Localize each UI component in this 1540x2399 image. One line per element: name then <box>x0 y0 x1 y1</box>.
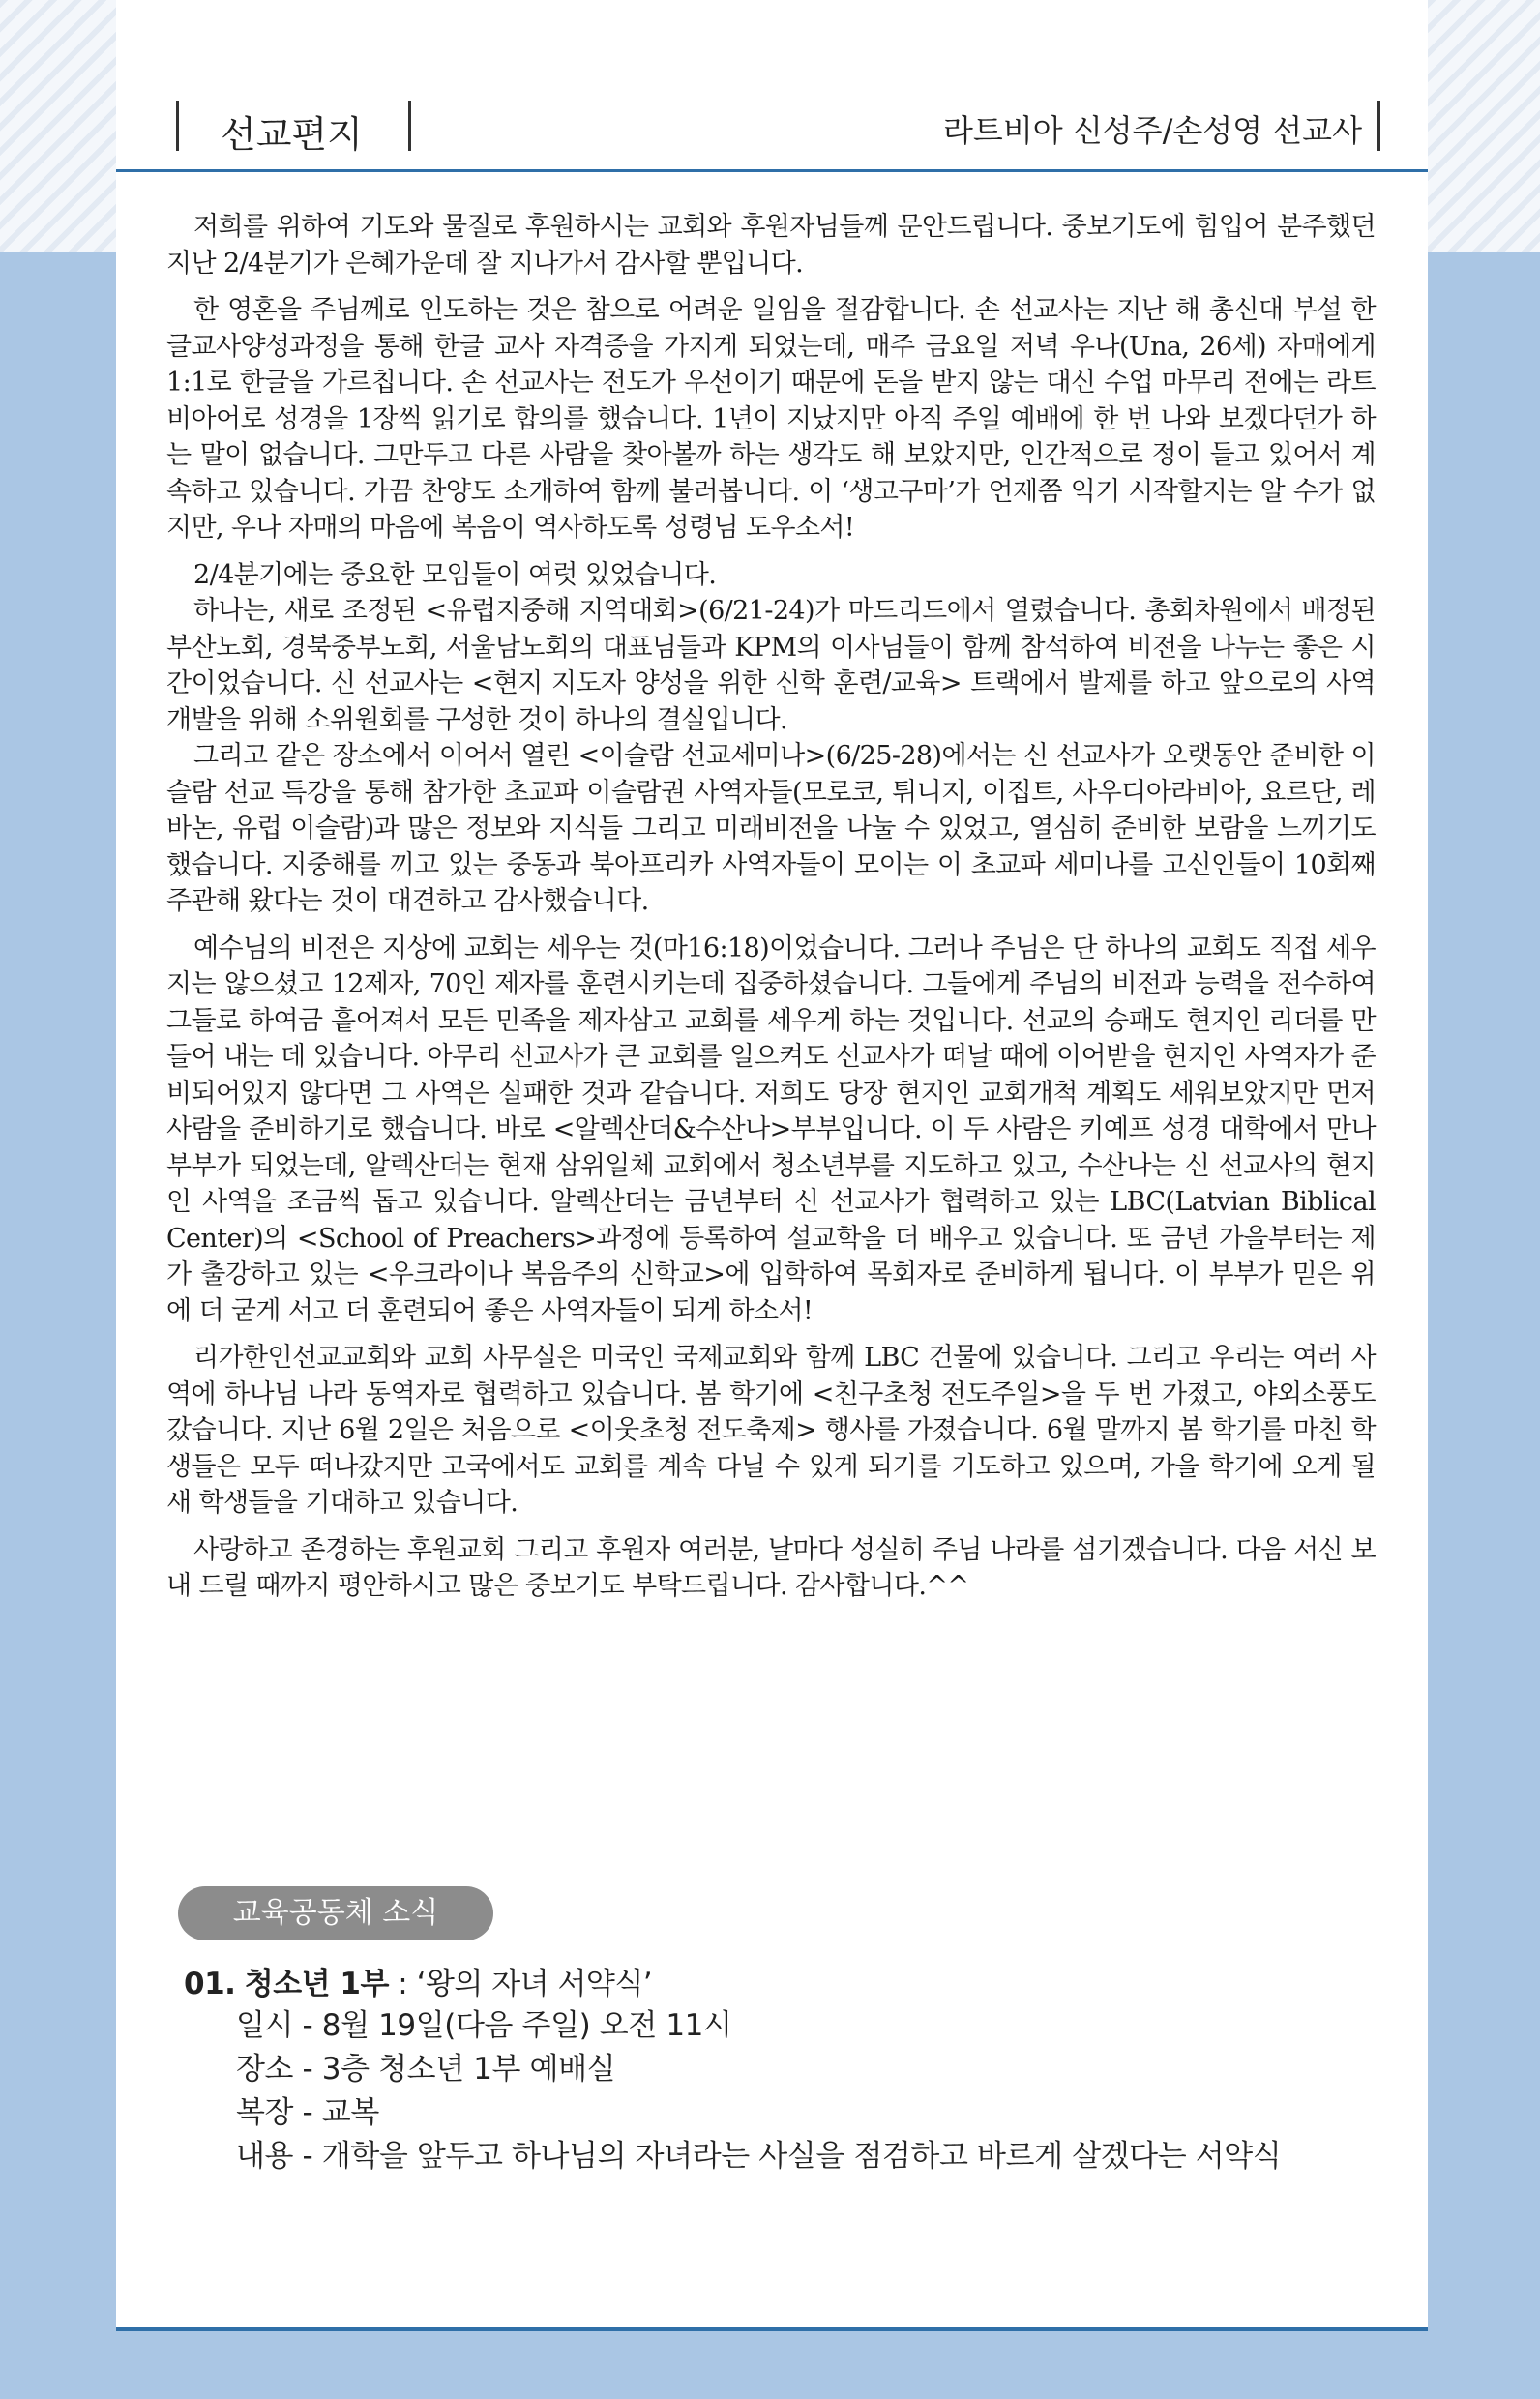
news-detail-content: 내용 - 개학을 앞두고 하나님의 자녀라는 사실을 점검하고 바르게 살겠다는 서약식 <box>236 2139 1282 2174</box>
news-detail-date: 일시 - 8월 19일(다음 주일) 오전 11시 <box>236 2008 732 2043</box>
education-news-badge: 교육공동체 소식 <box>178 1886 493 1940</box>
page-header <box>116 97 1428 164</box>
header-divider-middle <box>408 101 411 151</box>
letter-paragraph: 하나는, 새로 조정된 <유럽지중해 지역대회>(6/21-24)가 마드리드에서 열렸습니다. 총회차원에서 배정된 부산노회, 경북중부노회, 서울남노회의 대표님들과 KPM의 이사님들이 함께 참석하여 비전을 나누는 좋은 시간이었습니다. 신 선교사는 <현지 지도자 양성을 위한 신학 훈련/교육> 트랙에서 발제를 하고 앞으로의 사역 개발을 위해 소위원회를 구성한 것이 하나의 결실입니다. <box>166 596 1376 735</box>
education-news <box>184 1964 1393 2178</box>
letter-paragraph: 저희를 위하여 기도와 물질로 후원하시는 교회와 후원자님들께 문안드립니다. 중보기도에 힘입어 분주했던 지난 2/4분기가 은혜가운데 잘 지나가서 감사할 뿐입니다. <box>166 212 1376 279</box>
newsletter-page <box>116 0 1428 2331</box>
footer-rule <box>116 2327 1428 2331</box>
news-item-heading <box>184 1964 1393 2004</box>
letter-paragraph: 한 영혼을 주님께로 인도하는 것은 참으로 어려운 일임을 절감합니다. 손 선교사는 지난 해 총신대 부설 한글교사양성과정을 통해 한글 교사 자격증을 가지게 되었는데, 매주 금요일 저녁 우나(Una, 26세) 자매에게 1:1로 한글을 가르칩니다. 손 선교사는 전도가 우선이기 때문에 돈을 받지 않는 대신 수업 마무리 전에는 라트비아어로 성경을 1장씩 읽기로 합의를 했습니다. 1년이 지났지만 아직 주일 예배에 한 번 나와 보겠다던가 하는 말이 없습니다. 그만두고 다른 사람을 찾아볼까 하는 생각도 해 보았지만, 인간적으로 정이 들고 있어서 계속하고 있습니다. 가끔 찬양도 소개하여 함께 불러봅니다. 이 ‘생고구마’가 언제쯤 익기 시작할지는 알 수가 없지만, 우나 자매의 마음에 복음이 역사하도록 성령님 도우소서! <box>166 295 1376 543</box>
header-rule <box>116 169 1428 172</box>
missionary-name: 라트비아 신성주/손성영 선교사 <box>943 112 1362 149</box>
news-item-number: 01. <box>184 1967 236 2001</box>
letter-paragraph: 그리고 같은 장소에서 이어서 열린 <이슬람 선교세미나>(6/25-28)에서는 신 선교사가 오랫동안 준비한 이슬람 선교 특강을 통해 참가한 초교파 이슬람권 사역자들(모로코, 튀니지, 이집트, 사우디아라비아, 요르단, 레바논, 유럽 이슬람)과 많은 정보와 지식들 그리고 미래비전을 나눌 수 있었고, 열심히 준비한 보람을 느끼기도 했습니다. 지중해를 끼고 있는 중동과 북아프리카 사역자들이 모이는 이 초교파 세미나를 고신인들이 10회째 주관해 왔다는 것이 대견하고 감사했습니다. <box>166 741 1376 916</box>
news-item-separator: : <box>388 1967 417 2001</box>
letter-paragraph: 2/4분기에는 중요한 모임들이 여럿 있었습니다. <box>193 559 717 590</box>
letter-paragraph: 사랑하고 존경하는 후원교회 그리고 후원자 여러분, 날마다 성실히 주님 나라를 섬기겠습니다. 다음 서신 보내 드릴 때까지 평안하시고 많은 중보기도 부탁드립니다. 감사합니다.^^ <box>166 1534 1376 1601</box>
news-detail-dress: 복장 - 교복 <box>236 2095 379 2130</box>
news-item-title: ‘왕의 자녀 서약식’ <box>416 1967 653 2001</box>
header-divider-left <box>176 101 179 151</box>
section-title: 선교편지 <box>221 113 363 156</box>
news-item-group: 청소년 1부 <box>244 1967 389 2001</box>
letter-paragraph: 예수님의 비전은 지상에 교회는 세우는 것(마16:18)이었습니다. 그러나 주님은 단 하나의 교회도 직접 세우지는 않으셨고 12제자, 70인 제자를 훈련시키는데 집중하셨습니다. 그들에게 주님의 비전과 능력을 전수하여 그들로 하여금 흩어져서 모든 민족을 제자삼고 교회를 세우게 하는 것입니다. 선교의 승패도 현지인 리더를 만들어 내는 데 있습니다. 아무리 선교사가 큰 교회를 일으켜도 선교사가 떠날 때에 이어받을 현지인 사역자가 준비되어있지 않다면 그 사역은 실패한 것과 같습니다. 저희도 당장 현지인 교회개척 계획도 세워보았지만 먼저 사람을 준비하기로 했습니다. 바로 <알렉산더&수산나>부부입니다. 이 두 사람은 키예프 성경 대학에서 만나 부부가 되었는데, 알렉산더는 현재 삼위일체 교회에서 청소년부를 지도하고 있고, 수산나는 신 선교사의 현지인 사역을 조금씩 돕고 있습니다. 알렉산더는 금년부터 신 선교사가 협력하고 있는 LBC(Latvian Biblical Center)의 <School of Preachers>과정에 등록하여 설교학을 더 배우고 있습니다. 또 금년 가을부터는 제가 출강하고 있는 <우크라이나 복음주의 신학교>에 입학하여 목회자로 준비하게 됩니다. 이 부부가 믿은 위에 더 굳게 서고 더 훈련되어 좋은 사역자들이 되게 하소서! <box>166 933 1376 1326</box>
header-divider-right <box>1377 101 1380 151</box>
mission-letter <box>166 209 1376 1615</box>
letter-paragraph: 리가한인선교교회와 교회 사무실은 미국인 국제교회와 함께 LBC 건물에 있습니다. 그리고 우리는 여러 사역에 하나님 나라 동역자로 협력하고 있습니다. 봄 학기에 <친구초청 전도주일>을 두 번 가졌고, 야외소풍도 갔습니다. 지난 6월 2일은 처음으로 <이웃초청 전도축제> 행사를 가졌습니다. 6월 말까지 봄 학기를 마친 학생들은 모두 떠나갔지만 고국에서도 교회를 계속 다닐 수 있게 되기를 기도하고 있으며, 가을 학기에 오게 될 새 학생들을 기대하고 있습니다. <box>166 1343 1376 1518</box>
news-detail-location: 장소 - 3층 청소년 1부 예배실 <box>236 2052 616 2087</box>
